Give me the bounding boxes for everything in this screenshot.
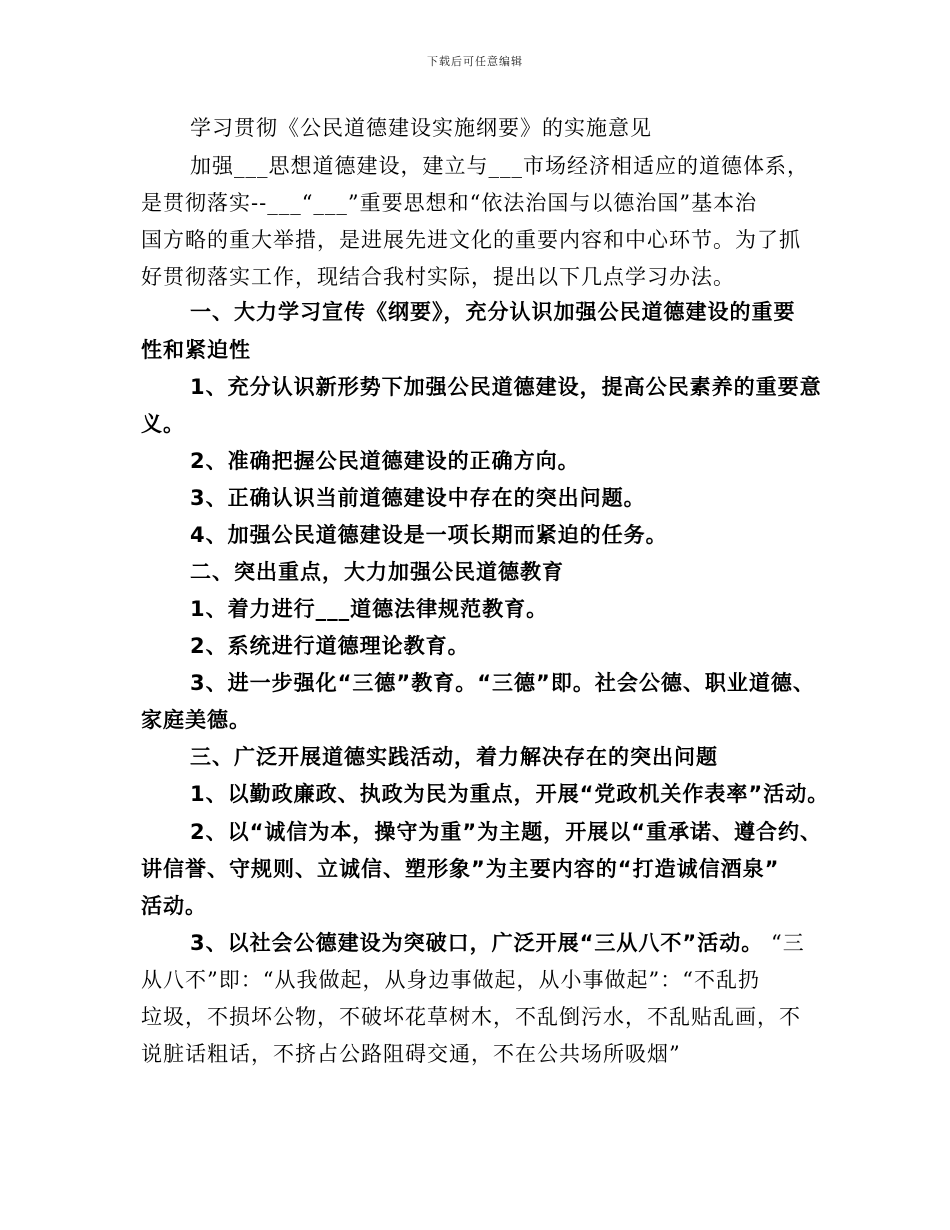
list-item: 3、正确认识当前道德建设中存在的突出问题。 <box>190 486 646 510</box>
list-item: 1、着力进行___道德法律规范教育。 <box>190 597 549 621</box>
list-item: 3、进一步强化“三德”教育。“三德”即。社会公德、职业道德、 <box>190 671 815 695</box>
paragraph-line: 说脏话粗话，不挤占公路阻碍交通，不在公共场所吸烟” <box>141 1042 681 1066</box>
paragraph-line: “三 <box>771 931 805 955</box>
paragraph-line: 从八不”即：“从我做起，从身边事做起，从小事做起”：“不乱扔 <box>141 968 760 992</box>
list-item: 家庭美德。 <box>141 708 251 732</box>
section-heading: 性和紧迫性 <box>141 338 251 362</box>
list-item: 义。 <box>141 412 185 436</box>
list-item: 2、准确把握公民道德建设的正确方向。 <box>190 449 580 473</box>
list-item: 4、加强公民道德建设是一项长期而紧迫的任务。 <box>190 523 668 547</box>
section-heading: 二、突出重点，大力加强公民道德教育 <box>190 560 564 584</box>
paragraph-line: 国方略的重大举措，是进展先进文化的重要内容和中心环节。为了抓 <box>141 228 801 252</box>
paragraph-line: 好贯彻落实工作，现结合我村实际，提出以下几点学习办法。 <box>141 265 735 289</box>
paragraph-line: 垃圾，不损坏公物，不破坏花草树木，不乱倒污水，不乱贴乱画，不 <box>141 1005 801 1029</box>
section-heading: 一、大力学习宣传《纲要》，充分认识加强公民道德建设的重要 <box>190 300 796 324</box>
list-item: 1、以勤政廉政、执政为民为重点，开展“党政机关作表率”活动。 <box>190 782 830 806</box>
page-header-note: 下载后可任意编辑 <box>427 55 523 68</box>
document-title: 学习贯彻《公民道德建设实施纲要》的实施意见 <box>190 116 652 140</box>
list-item: 2、系统进行道德理论教育。 <box>190 634 470 658</box>
list-item: 讲信誉、守规则、立诚信、塑形象”为主要内容的“打造诚信酒泉” <box>141 857 780 881</box>
list-item: 3、以社会公德建设为突破口，广泛开展“三从八不”活动。 <box>190 931 764 955</box>
list-item: 1、充分认识新形势下加强公民道德建设，提高公民素养的重要意 <box>190 375 822 399</box>
paragraph-line: 是贯彻落实--___“___”重要思想和“依法治国与以德治国”基本治 <box>141 191 758 215</box>
paragraph-line: 加强___思想道德建设，建立与___市场经济相适应的道德体系， <box>190 154 809 178</box>
section-heading: 三、广泛开展道德实践活动，着力解决存在的突出问题 <box>190 745 718 769</box>
list-item: 2、以“诚信为本，操守为重”为主题，开展以“重承诺、遵合约、 <box>190 820 823 844</box>
list-item: 活动。 <box>141 894 207 918</box>
